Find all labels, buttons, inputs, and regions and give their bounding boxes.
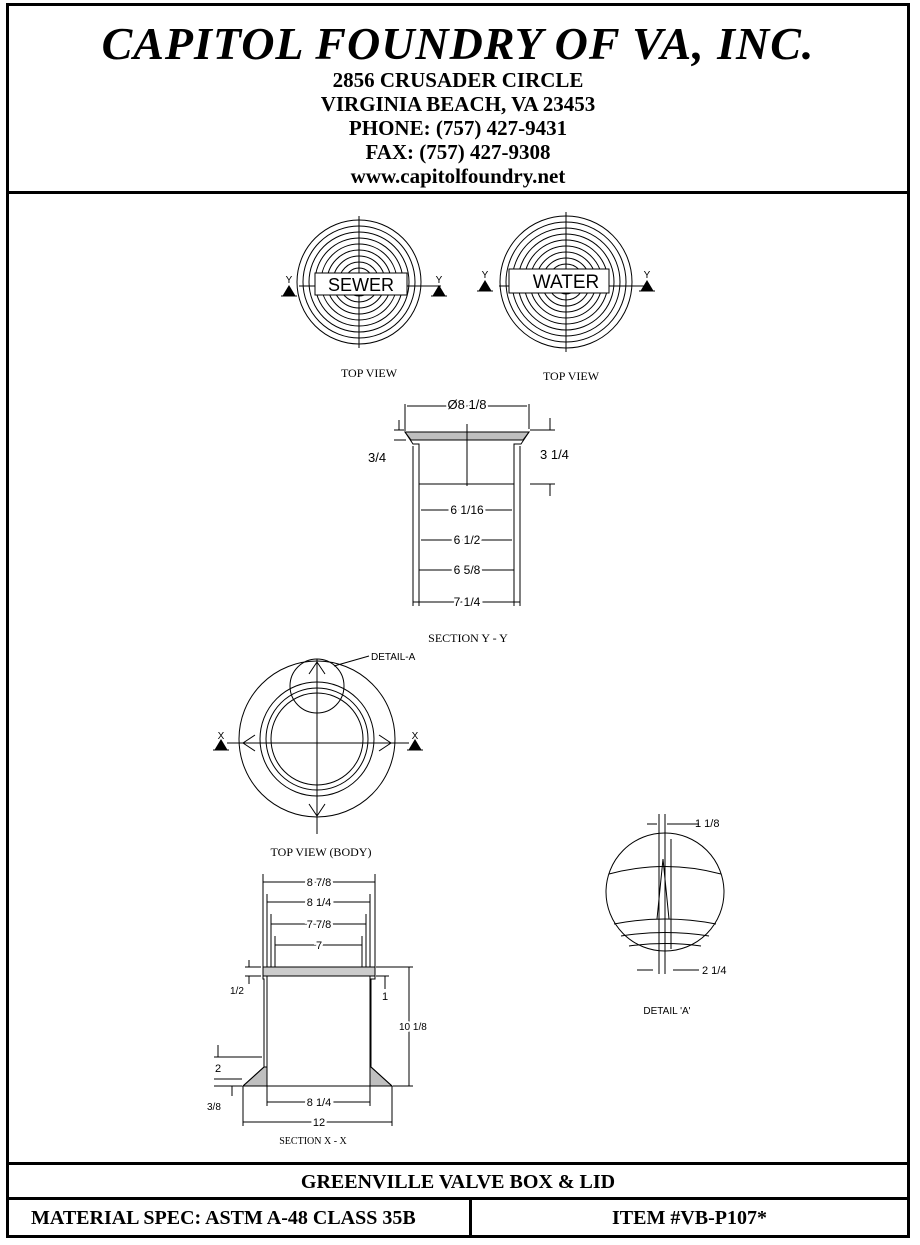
- detail-dim-top: 1 1/8: [695, 818, 720, 830]
- address-line-2: VIRGINIA BEACH, VA 23453: [320, 92, 596, 116]
- section-arrow-icon: [433, 286, 445, 296]
- dim-xx-flange: 2: [215, 1063, 222, 1075]
- title-block-header: [9, 6, 907, 194]
- website: www.capitolfoundry.net: [350, 164, 566, 188]
- dim-lip: 3/4: [368, 450, 387, 465]
- section-yy: [368, 397, 569, 645]
- technical-drawing: [9, 194, 907, 1162]
- water-top-view-caption: TOP VIEW: [542, 369, 600, 383]
- dim-xx-one: 1: [382, 991, 389, 1003]
- dim-depth: 3 1/4: [540, 447, 569, 462]
- dim-xx-3: 7 7/8: [306, 919, 332, 931]
- dim-xx-2: 8 1/4: [306, 897, 332, 909]
- detail-a-caption: DETAIL 'A': [643, 1006, 691, 1017]
- section-mark-right: Y: [643, 270, 651, 281]
- sewer-top-view-caption: TOP VIEW: [340, 366, 398, 380]
- section-mark-left: Y: [481, 270, 489, 281]
- section-arrow-icon: [283, 286, 295, 296]
- dim-c: 6 5/8: [453, 563, 481, 577]
- dim-xx-1: 8 7/8: [306, 877, 332, 889]
- dim-d: 7 1/4: [453, 595, 481, 609]
- dim-xx-base: 3/8: [207, 1102, 221, 1113]
- water-lid-top-view: [477, 212, 655, 383]
- dim-diameter: Ø8 1/8: [447, 397, 487, 412]
- section-xx: [207, 874, 427, 1147]
- company-name: CAPITOL FOUNDRY OF VA, INC.: [101, 18, 815, 69]
- dim-xx-bottom-outer: 12: [312, 1117, 326, 1129]
- body-top-view-caption: TOP VIEW (BODY): [270, 845, 372, 859]
- detail-a-callout: DETAIL-A: [371, 652, 416, 663]
- address-line-1: 2856 CRUSADER CIRCLE: [332, 68, 584, 92]
- drawing-title: GREENVILLE VALVE BOX & LID: [9, 1162, 907, 1200]
- section-mark-left: Y: [285, 275, 293, 286]
- detail-a: [606, 814, 726, 1017]
- dim-xx-4: 7: [315, 940, 323, 952]
- material-spec: MATERIAL SPEC: ASTM A-48 CLASS 35B: [9, 1200, 472, 1235]
- section-mark-right: X: [411, 731, 419, 742]
- sewer-lid-top-view: [281, 216, 447, 380]
- fax-number: FAX: (757) 427-9308: [365, 140, 551, 164]
- section-xx-caption: SECTION X - X: [279, 1136, 347, 1147]
- dim-xx-height: 10 1/8: [399, 1022, 427, 1033]
- phone-number: PHONE: (757) 427-9431: [348, 116, 568, 140]
- section-yy-caption: SECTION Y - Y: [428, 631, 508, 645]
- detail-dim-bottom: 2 1/4: [702, 965, 727, 977]
- sewer-label: SEWER: [327, 275, 395, 295]
- section-arrow-icon: [479, 281, 491, 291]
- dim-a: 6 1/16: [450, 503, 484, 517]
- dim-b: 6 1/2: [453, 533, 481, 547]
- water-label: WATER: [532, 272, 600, 293]
- section-mark-left: X: [217, 731, 225, 742]
- dim-xx-bottom-inner: 8 1/4: [306, 1097, 332, 1109]
- section-mark-right: Y: [435, 275, 443, 286]
- body-top-view: [213, 652, 423, 859]
- dim-xx-half: 1/2: [230, 986, 244, 997]
- item-number: ITEM #VB-P107*: [612, 1207, 767, 1229]
